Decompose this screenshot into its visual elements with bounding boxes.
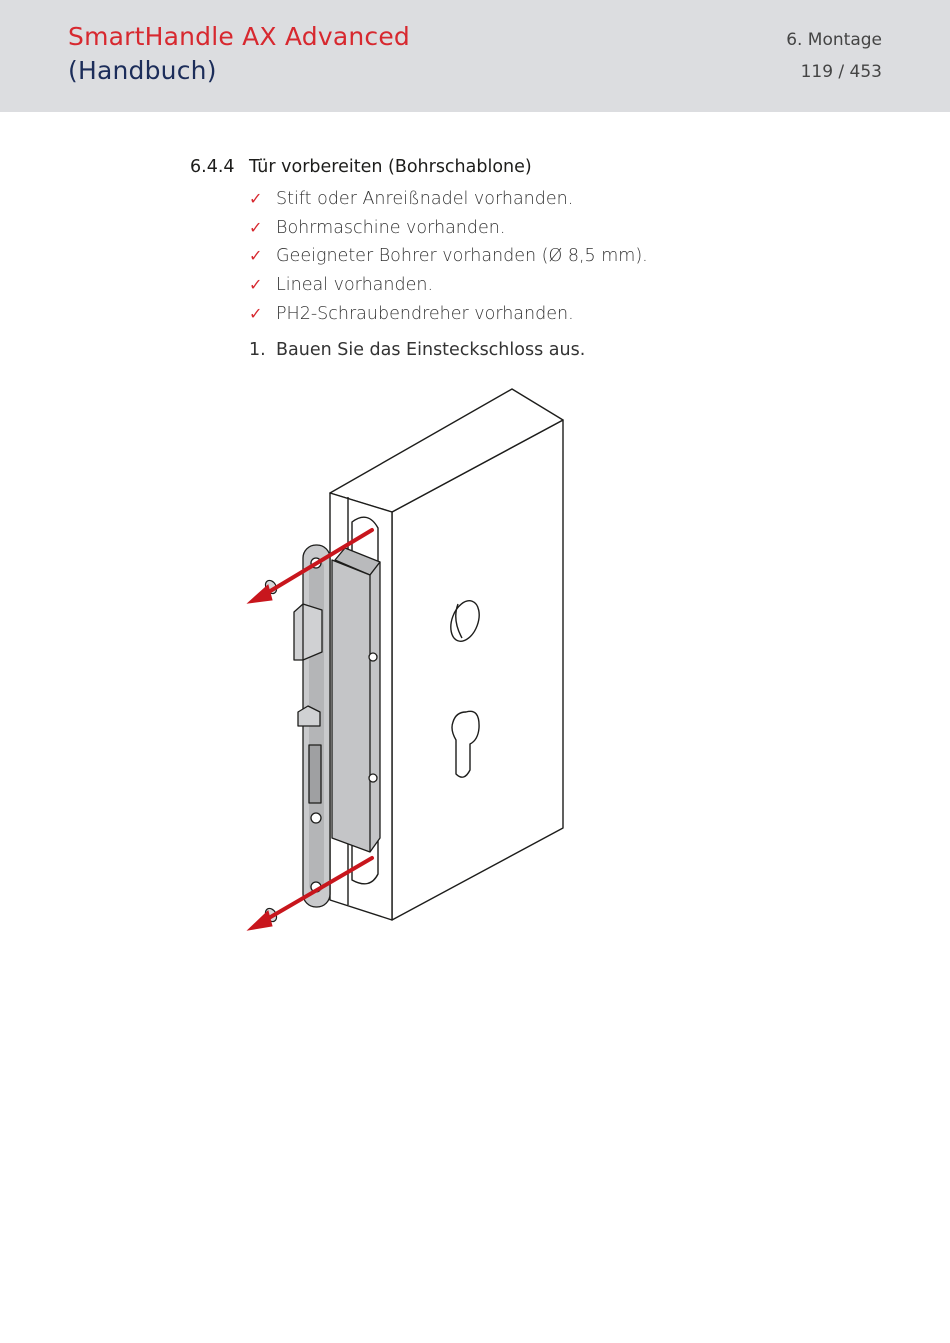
arrow-bottom-head <box>248 911 272 930</box>
requirements-checklist <box>249 189 648 332</box>
check-icon: ✓ <box>249 246 263 266</box>
manual-title: SmartHandle AX Advanced <box>68 22 410 51</box>
instruction-step <box>249 340 585 360</box>
check-icon: ✓ <box>249 217 263 237</box>
manual-subtitle: (Handbuch) <box>68 56 217 85</box>
requirement-item: ✓ Bohrmaschine vorhanden. <box>249 217 506 238</box>
requirement-item: ✓ Lineal vorhanden. <box>249 275 434 296</box>
check-icon: ✓ <box>249 275 263 295</box>
requirement-item: ✓ Stift oder Anreißnadel vorhanden. <box>249 189 574 209</box>
arrow-top-head <box>248 585 272 603</box>
mortise-lock-removal-illustration <box>240 380 580 940</box>
section-title: Tür vorbereiten (Bohrschablone) <box>249 157 532 177</box>
lock-case <box>332 560 380 852</box>
latch-bolt <box>294 604 322 660</box>
step-number: 1. <box>249 340 266 360</box>
requirement-item: ✓ Geeigneter Bohrer vorhanden (Ø 8,5 mm). <box>249 246 648 267</box>
page-number: 119 / 453 <box>800 62 882 82</box>
chapter-label: 6. Montage <box>786 30 882 50</box>
section-number: 6.4.4 <box>190 157 235 177</box>
requirement-item: ✓ PH2-Schraubendreher vorhanden. <box>249 303 574 324</box>
check-icon: ✓ <box>249 189 263 208</box>
page-header <box>0 0 950 112</box>
step-text: Bauen Sie das Einsteckschloss aus. <box>276 340 586 360</box>
check-icon: ✓ <box>249 303 263 323</box>
